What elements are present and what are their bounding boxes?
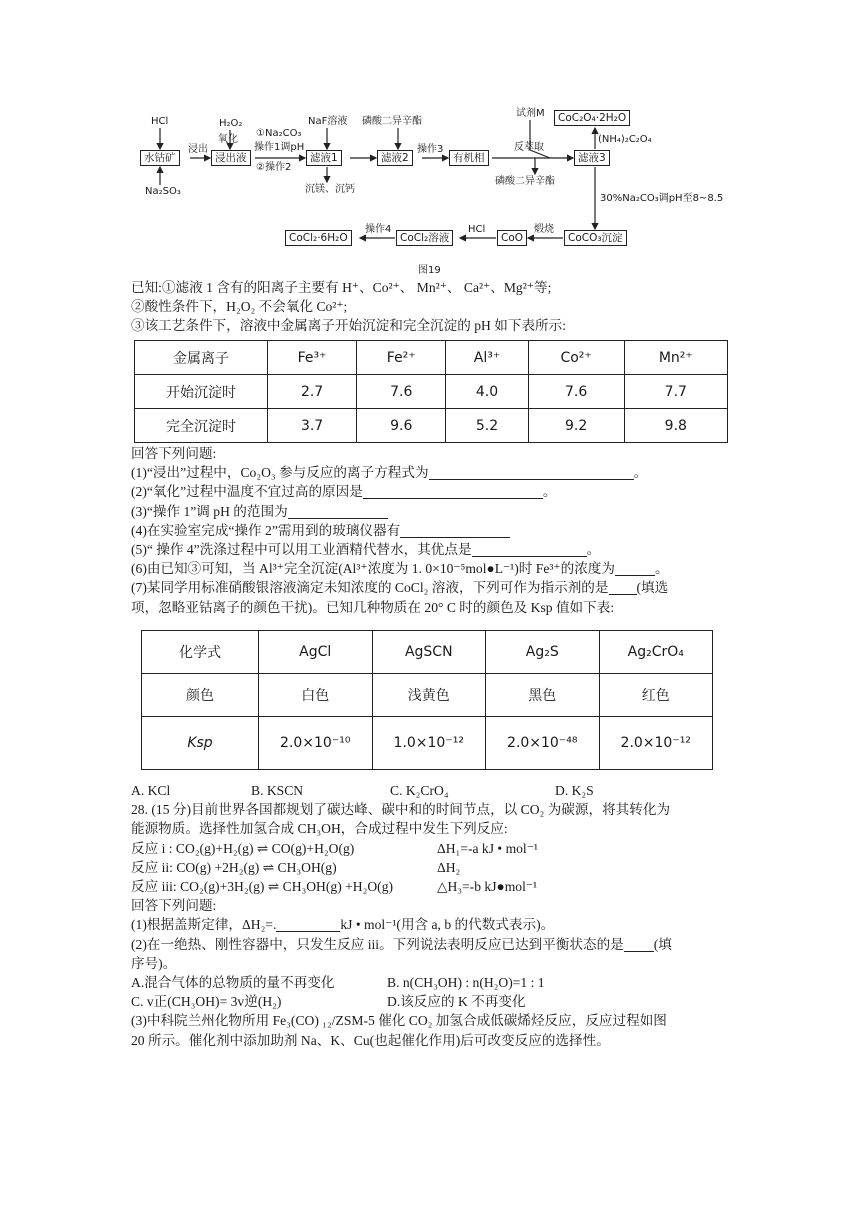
table-cell: AgSCN — [372, 631, 486, 674]
table-cell: Al³⁺ — [446, 341, 528, 375]
cobalt-chloride-solution-box: CoCl₂溶液 — [396, 230, 453, 246]
cobalt-chloride-hydrate-box: CoCl₂·6H₂O — [285, 230, 352, 246]
question-28-section — [131, 781, 741, 1050]
table-cell: 2.0×10⁻¹² — [599, 717, 713, 770]
q28-intro: 回答下列问题: — [131, 898, 217, 914]
question-7-line2: 项，忽略亚钴离子的颜色干扰)。已知几种物质在 20° C 时的颜色及 Ksp 值如下表: — [131, 599, 615, 615]
coo-box: CoO — [497, 230, 527, 246]
table-cell: 2.7 — [268, 375, 357, 409]
answer-blank[interactable] — [624, 937, 654, 952]
option-d[interactable]: D.该反应的 K 不再变化 — [387, 994, 526, 1010]
table-cell: Ag₂S — [486, 631, 600, 674]
q7-options — [131, 781, 741, 800]
known-1: 已知:①滤液 1 含有的阳离子主要有 H⁺、Co²⁺、 Mn²⁺、 Ca²⁺、Mg²⁺等; — [131, 280, 552, 295]
dehpa-top-label: 磷酸二异辛酯 — [362, 116, 422, 127]
q28-part2-line1: (2)在一绝热、刚性容器中，只发生反应 iii。下列说法表明反应已达到平衡状态的是 (填 — [131, 936, 672, 952]
answer-blank[interactable] — [400, 523, 510, 538]
questions-intro: 回答下列问题: — [131, 446, 217, 461]
table-cell: 红色 — [599, 674, 713, 717]
answer-blank[interactable] — [609, 580, 637, 595]
table-cell: 5.2 — [446, 409, 528, 443]
step1a-label: ①Na₂CO₃ — [256, 128, 302, 139]
table-cell: 化学式 — [142, 631, 259, 674]
answer-blank[interactable] — [615, 561, 655, 576]
filtrate3-box: 滤液3 — [574, 150, 610, 166]
question-7-line1: (7)某同学用标准硝酸银溶液滴定未知浓度的 CoCl₂ 溶液，下列可作为指示剂的是 (填选 — [131, 580, 669, 596]
cobalt-oxalate-box: CoC₂O₄·2H₂O — [554, 110, 630, 126]
adjust-ph-label: 30%Na₂CO₃调pH至8~8.5 — [600, 193, 724, 204]
option-c[interactable]: C. K₂CrO₄ — [390, 783, 449, 798]
table-cell: Co²⁺ — [528, 341, 624, 375]
q28-line2: 能源物质。选择性加氢合成 CH₃OH，合成过程中发生下列反应: — [131, 821, 508, 837]
option-a[interactable]: A. KCl — [131, 783, 171, 798]
table-cell: 金属离子 — [135, 341, 268, 375]
table-cell: Ksp — [142, 717, 259, 770]
table-cell: Ag₂CrO₄ — [599, 631, 713, 674]
question-3: (3)“操作 1”调 pH 的范围为 — [131, 502, 741, 521]
table-cell: AgCl — [259, 631, 373, 674]
table-cell: 2.0×10⁻⁴⁸ — [486, 717, 600, 770]
op3-label: 操作3 — [417, 144, 444, 155]
figure-caption: 图19 — [418, 265, 441, 276]
na2so3-label: Na₂SO₃ — [145, 186, 181, 197]
known-3: ③该工艺条件下，溶液中金属离子开始沉淀和完全沉淀的 pH 如下表所示: — [131, 318, 566, 334]
leach-label: 浸出 — [188, 144, 208, 155]
filtrate1-box: 滤液1 — [306, 150, 342, 166]
h2o2-label: H₂O₂ — [219, 118, 243, 129]
answer-blank[interactable] — [472, 542, 587, 557]
op4-label: 操作4 — [365, 224, 392, 235]
back-extract-label: 反萃取 — [514, 142, 544, 153]
q28-options-cd — [131, 992, 741, 1011]
table-cell: 9.2 — [528, 409, 624, 443]
table-row — [142, 631, 713, 674]
ammonium-oxalate-label: (NH₄)₂C₂O₄ — [598, 134, 652, 145]
table-cell: 7.6 — [357, 375, 446, 409]
oxidize-label: 氧化 — [218, 134, 238, 145]
reaction-2: 反应 ii: CO(g) +2H₂(g) ⇌ CH₃OH(g) ΔH₂ — [131, 859, 461, 875]
q28-part1: (1)根据盖斯定律，ΔH₂=. kJ • mol⁻¹(用含 a, b 的代数式表示)。 — [131, 917, 555, 933]
hcl-bottom-label: HCl — [468, 224, 486, 235]
cobalt-carbonate-box: CoCO₃沉淀 — [564, 230, 627, 246]
table-cell: 9.6 — [357, 409, 446, 443]
answer-blank[interactable] — [363, 484, 543, 499]
table-cell: 9.8 — [624, 409, 727, 443]
reagent-m-label: 试剂M — [516, 108, 545, 119]
question-6: (6)由已知③可知，当 Al³⁺完全沉淀(Al³⁺浓度为 1. 0×10⁻⁵mol●L⁻¹)时 Fe³⁺的浓度为 。 — [131, 561, 669, 577]
step2-label: ②操作2 — [256, 162, 292, 173]
table-cell: Fe³⁺ — [268, 341, 357, 375]
q28-line1: 28. (15 分)目前世界各国都规划了碳达峰、碳中和的时间节点，以 CO₂ 为碳源，将其转化为 — [131, 802, 671, 818]
answer-blank[interactable] — [276, 917, 340, 932]
option-b[interactable]: B. KSCN — [251, 783, 304, 798]
option-b[interactable]: B. n(CH₃OH) : n(H₂O)=1 : 1 — [387, 975, 545, 991]
table-cell: 开始沉淀时 — [135, 375, 268, 409]
table-cell: 颜色 — [142, 674, 259, 717]
process-flowchart — [130, 100, 750, 280]
answer-blank[interactable] — [429, 465, 634, 480]
questions-section — [131, 444, 741, 617]
table-cell: 白色 — [259, 674, 373, 717]
table-cell: 2.0×10⁻¹⁰ — [259, 717, 373, 770]
table-cell: 4.0 — [446, 375, 528, 409]
table-cell: 3.7 — [268, 409, 357, 443]
known-2: ②酸性条件下，H₂O₂ 不会氧化 Co²⁺; — [131, 299, 348, 315]
table-row — [135, 409, 728, 443]
question-2: (2)“氧化”过程中温度不宜过高的原因是 。 — [131, 484, 557, 500]
table-cell: 完全沉淀时 — [135, 409, 268, 443]
answer-blank[interactable] — [288, 504, 388, 519]
table-cell: Mn²⁺ — [624, 341, 727, 375]
q28-part3-line2: 20 所示。催化剂中添加助剂 Na、K、Cu(也起催化作用)后可改变反应的选择性。 — [131, 1032, 610, 1048]
leachate-box: 浸出液 — [211, 150, 251, 166]
option-a[interactable]: A.混合气体的总物质的量不再变化 — [131, 975, 335, 991]
organic-phase-box: 有机相 — [449, 150, 489, 166]
known-conditions — [131, 278, 741, 336]
filtrate2-box: 滤液2 — [377, 150, 413, 166]
precipitate-label: 沉镁、沉钙 — [305, 184, 355, 195]
table-cell: 1.0×10⁻¹² — [372, 717, 486, 770]
calcine-label: 煅烧 — [534, 224, 554, 235]
dehpa-bottom-label: 磷酸二异辛酯 — [495, 176, 555, 187]
table-row — [135, 375, 728, 409]
option-d[interactable]: D. K₂S — [555, 783, 594, 798]
step1b-label: 操作1调pH — [254, 142, 305, 153]
table-cell: 7.7 — [624, 375, 727, 409]
question-5: (5)“ 操作 4”洗涤过程中可以用工业酒精代替水，其优点是 。 — [131, 542, 601, 558]
option-c[interactable]: C. v正(CH₃OH)= 3v逆(H₂) — [131, 994, 282, 1010]
question-4: (4)在实验室完成“操作 2”需用到的玻璃仪器有 — [131, 521, 741, 540]
q28-part2-line2: 序号)。 — [131, 955, 177, 971]
reaction-1: 反应 i : CO₂(g)+H₂(g) ⇌ CO(g)+H₂O(g) ΔH₁=-a kJ • mol⁻¹ — [131, 840, 538, 856]
reaction-3: 反应 iii: CO₂(g)+3H₂(g) ⇌ CH₃OH(g) +H₂O(g) △H₃=-b kJ●mol⁻¹ — [131, 879, 538, 895]
naf-label: NaF溶液 — [308, 116, 348, 127]
table-row — [142, 674, 713, 717]
table-row — [135, 341, 728, 375]
table-cell: 浅黄色 — [372, 674, 486, 717]
q28-options-ab — [131, 973, 741, 992]
ksp-table — [141, 630, 713, 770]
table-cell: 7.6 — [528, 375, 624, 409]
table-cell: 黑色 — [486, 674, 600, 717]
ph-table — [134, 340, 728, 443]
ore-box: 水钴矿 — [140, 150, 180, 166]
q28-part3-line1: (3)中科院兰州化物所用 Fe₃(CO) ₁₂/ZSM-5 催化 CO₂ 加氢合成低碳烯烃反应，反应过程如图 — [131, 1013, 667, 1029]
table-cell: Fe²⁺ — [357, 341, 446, 375]
table-row — [142, 717, 713, 770]
question-1: (1)“浸出”过程中，Co₂O₃ 参与反应的离子方程式为 。 — [131, 465, 648, 481]
hcl-reagent-label: HCl — [151, 116, 169, 127]
